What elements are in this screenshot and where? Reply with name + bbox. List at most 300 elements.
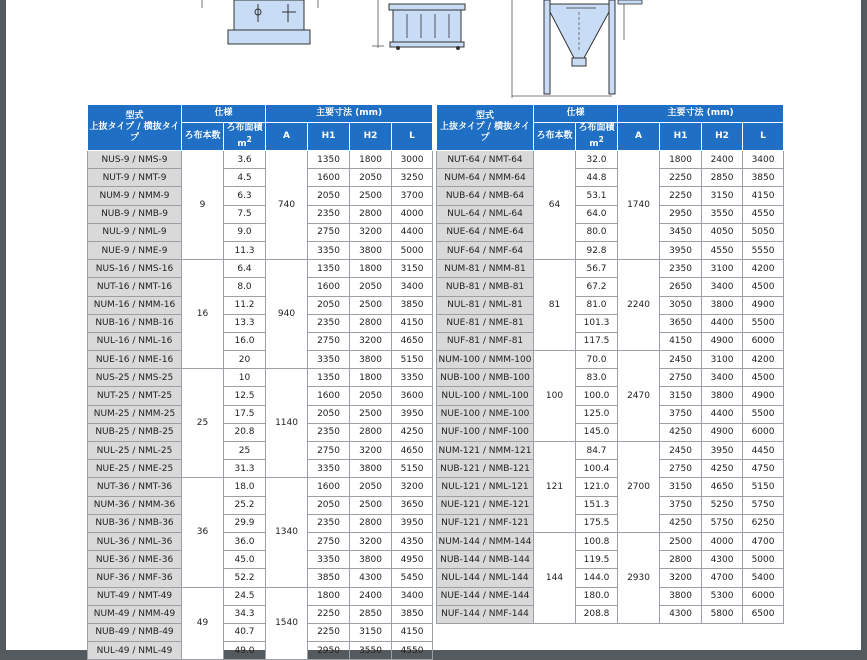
dim-h1-cell: 2450: [660, 351, 702, 369]
dim-l-cell: 5450: [392, 569, 433, 587]
h1-header: H1: [660, 123, 702, 151]
document-page: [6, 0, 861, 656]
filter-count-cell: 9: [182, 151, 224, 260]
dim-h2-cell: 1800: [350, 369, 392, 387]
dim-l-cell: 3400: [392, 278, 433, 296]
area-cell: 25: [224, 442, 266, 460]
table-row: [437, 223, 784, 241]
table-row: [88, 169, 433, 187]
left-table-body: [88, 151, 433, 660]
table-row: [437, 260, 784, 278]
table-row: [437, 496, 784, 514]
filter-count-cell: 25: [182, 369, 224, 478]
table-row: [88, 460, 433, 478]
table-row: [88, 387, 433, 405]
dim-h1-cell: 1800: [308, 587, 350, 605]
table-row: [88, 278, 433, 296]
model-cell: NUF-81 / NMF-81: [437, 332, 534, 350]
dim-h1-cell: 3950: [660, 241, 702, 259]
a-header: A: [618, 123, 660, 151]
table-row: [88, 314, 433, 332]
filter-count-cell: 144: [534, 532, 576, 623]
dim-h2-cell: 2500: [350, 296, 392, 314]
area-cell: 11.2: [224, 296, 266, 314]
model-cell: NUT-36 / NMT-36: [88, 478, 182, 496]
model-header-label: 型式: [125, 111, 144, 121]
side-type-drawing: [372, 0, 465, 50]
dim-l-cell: 3850: [392, 296, 433, 314]
right-table-body: [437, 151, 784, 624]
model-cell: NUM-9 / NMM-9: [88, 187, 182, 205]
filters-header: ろ布本数: [534, 123, 576, 151]
dim-h2-cell: 3200: [350, 442, 392, 460]
dim-h1-cell: 2750: [660, 460, 702, 478]
dim-l-cell: 5750: [743, 496, 784, 514]
table-row: [437, 369, 784, 387]
dim-l-cell: 4900: [743, 296, 784, 314]
area-cell: 67.2: [576, 278, 618, 296]
dim-h2-cell: 4550: [702, 241, 743, 259]
model-cell: NUT-49 / NMT-49: [88, 587, 182, 605]
dim-h2-cell: 2050: [350, 169, 392, 187]
model-cell: NUL-49 / NML-49: [88, 642, 182, 660]
dim-h1-cell: 2650: [660, 278, 702, 296]
area-cell: 180.0: [576, 587, 618, 605]
area-header-unit: m: [237, 139, 247, 149]
dim-h2-cell: 3200: [350, 332, 392, 350]
area-cell: 151.3: [576, 496, 618, 514]
dim-h1-cell: 3850: [308, 569, 350, 587]
dim-h1-cell: 3200: [660, 569, 702, 587]
area-cell: 80.0: [576, 223, 618, 241]
top-type-drawing: [202, 0, 318, 44]
dim-h1-cell: 4150: [660, 332, 702, 350]
area-cell: 49.0: [224, 642, 266, 660]
area-cell: 17.5: [224, 405, 266, 423]
dim-h1-cell: 2050: [308, 405, 350, 423]
dim-h1-cell: 2750: [308, 442, 350, 460]
dim-h2-cell: 2400: [702, 151, 743, 169]
area-cell: 32.0: [576, 151, 618, 169]
area-cell: 101.3: [576, 314, 618, 332]
dim-h2-cell: 2800: [350, 205, 392, 223]
dim-h1-cell: 4250: [660, 423, 702, 441]
table-row: [437, 442, 784, 460]
dim-h2-cell: 3800: [350, 241, 392, 259]
dim-h1-cell: 3800: [660, 587, 702, 605]
dim-l-cell: 6000: [743, 587, 784, 605]
dim-l-cell: 3400: [743, 151, 784, 169]
model-cell: NUB-36 / NMB-36: [88, 514, 182, 532]
dim-l-cell: 3600: [392, 387, 433, 405]
dim-h2-cell: 3800: [702, 296, 743, 314]
filter-count-cell: 64: [534, 151, 576, 260]
filter-count-cell: 81: [534, 260, 576, 351]
dim-h1-cell: 1350: [308, 369, 350, 387]
dim-a-cell: 1140: [266, 369, 308, 478]
dim-l-cell: 3000: [392, 151, 433, 169]
hopper-type-drawing: [512, 0, 642, 98]
area-cell: 9.0: [224, 223, 266, 241]
dim-l-cell: 4150: [743, 187, 784, 205]
dim-h1-cell: 3750: [660, 405, 702, 423]
dim-l-cell: 3950: [392, 514, 433, 532]
area-cell: 145.0: [576, 423, 618, 441]
dim-l-cell: 3700: [392, 187, 433, 205]
area-cell: 4.5: [224, 169, 266, 187]
area-header-sup: 2: [598, 135, 604, 144]
dim-h2-cell: 2400: [350, 587, 392, 605]
dim-l-cell: 4750: [743, 460, 784, 478]
filters-header: ろ布本数: [182, 123, 224, 151]
dim-h1-cell: 2800: [660, 551, 702, 569]
table-row: [88, 405, 433, 423]
dim-h2-cell: 5800: [702, 605, 743, 623]
area-header: [576, 123, 618, 151]
dim-h1-cell: 2050: [308, 296, 350, 314]
area-cell: 175.5: [576, 514, 618, 532]
table-row: [88, 369, 433, 387]
dim-l-cell: 3200: [392, 478, 433, 496]
dim-h2-cell: 1800: [350, 260, 392, 278]
model-cell: NUM-16 / NMM-16: [88, 296, 182, 314]
dim-l-cell: 4200: [743, 260, 784, 278]
model-cell: NUS-25 / NMS-25: [88, 369, 182, 387]
dim-l-cell: 5550: [743, 241, 784, 259]
filter-count-cell: 49: [182, 587, 224, 660]
dim-h1-cell: 3650: [660, 314, 702, 332]
model-cell: NUM-36 / NMM-36: [88, 496, 182, 514]
dim-l-cell: 6000: [743, 423, 784, 441]
model-cell: NUB-64 / NMB-64: [437, 187, 534, 205]
table-row: [437, 241, 784, 259]
model-cell: NUL-121 / NML-121: [437, 478, 534, 496]
dim-l-cell: 6250: [743, 514, 784, 532]
dim-h1-cell: 3350: [308, 551, 350, 569]
dim-h2-cell: 2500: [350, 187, 392, 205]
area-cell: 18.0: [224, 478, 266, 496]
right-spec-table: [436, 104, 784, 624]
area-cell: 24.5: [224, 587, 266, 605]
dim-l-cell: 5400: [743, 569, 784, 587]
model-cell: NUE-121 / NME-121: [437, 496, 534, 514]
dim-l-cell: 4500: [743, 369, 784, 387]
dim-h1-cell: 3450: [660, 223, 702, 241]
dim-h1-cell: 1600: [308, 387, 350, 405]
dim-h2-cell: 3400: [702, 369, 743, 387]
model-header-sub: 上抜タイプ / 横抜タイプ: [440, 122, 530, 143]
dim-h2-cell: 4900: [702, 332, 743, 350]
dim-l-cell: 3150: [392, 260, 433, 278]
dim-a-cell: 1740: [618, 151, 660, 260]
area-cell: 11.3: [224, 241, 266, 259]
dim-l-cell: 3400: [392, 587, 433, 605]
h2-header: H2: [702, 123, 743, 151]
dim-l-cell: 5150: [743, 478, 784, 496]
model-cell: NUE-36 / NME-36: [88, 551, 182, 569]
model-cell: NUE-64 / NME-64: [437, 223, 534, 241]
dim-h1-cell: 2250: [308, 605, 350, 623]
dim-h2-cell: 5300: [702, 587, 743, 605]
h1-header: H1: [308, 123, 350, 151]
table-row: [88, 241, 433, 259]
dim-h2-cell: 3150: [702, 187, 743, 205]
dim-h1-cell: 2350: [308, 423, 350, 441]
area-cell: 117.5: [576, 332, 618, 350]
dim-l-cell: 4150: [392, 623, 433, 641]
table-row: [437, 405, 784, 423]
model-cell: NUE-100 / NME-100: [437, 405, 534, 423]
dim-l-cell: 5500: [743, 314, 784, 332]
model-cell: NUL-25 / NML-25: [88, 442, 182, 460]
area-cell: 6.3: [224, 187, 266, 205]
dim-a-cell: 940: [266, 260, 308, 369]
dim-h1-cell: 3750: [660, 496, 702, 514]
area-cell: 20: [224, 351, 266, 369]
dim-h1-cell: 2950: [660, 205, 702, 223]
model-cell: NUF-100 / NMF-100: [437, 423, 534, 441]
model-cell: NUE-9 / NME-9: [88, 241, 182, 259]
dim-h2-cell: 3200: [350, 532, 392, 550]
model-cell: NUL-16 / NML-16: [88, 332, 182, 350]
model-cell: NUB-16 / NMB-16: [88, 314, 182, 332]
table-row: [437, 387, 784, 405]
table-row: [88, 514, 433, 532]
model-cell: NUF-36 / NMF-36: [88, 569, 182, 587]
table-row: [88, 351, 433, 369]
area-cell: 53.1: [576, 187, 618, 205]
table-row: [437, 532, 784, 550]
dim-l-cell: 4550: [392, 642, 433, 660]
dim-l-cell: 4350: [392, 532, 433, 550]
dim-l-cell: 3250: [392, 169, 433, 187]
model-cell: NUM-81 / NMM-81: [437, 260, 534, 278]
area-cell: 52.2: [224, 569, 266, 587]
model-cell: NUL-144 / NML-144: [437, 569, 534, 587]
dim-h1-cell: 2350: [308, 514, 350, 532]
table-row: [88, 569, 433, 587]
model-cell: NUE-25 / NME-25: [88, 460, 182, 478]
dim-l-cell: 5150: [392, 351, 433, 369]
model-cell: NUB-9 / NMB-9: [88, 205, 182, 223]
area-cell: 8.0: [224, 278, 266, 296]
spec-header: 仕様: [182, 105, 266, 123]
dim-h1-cell: 2250: [660, 187, 702, 205]
area-cell: 100.4: [576, 460, 618, 478]
dim-h1-cell: 1350: [308, 260, 350, 278]
dim-h2-cell: 2800: [350, 514, 392, 532]
model-header: [88, 105, 182, 151]
model-cell: NUM-49 / NMM-49: [88, 605, 182, 623]
dim-h2-cell: 3200: [350, 223, 392, 241]
area-cell: 25.2: [224, 496, 266, 514]
dim-h2-cell: 2800: [350, 314, 392, 332]
model-cell: NUB-81 / NMB-81: [437, 278, 534, 296]
l-header: L: [743, 123, 784, 151]
model-cell: NUB-121 / NMB-121: [437, 460, 534, 478]
table-row: [88, 587, 433, 605]
model-cell: NUS-16 / NMS-16: [88, 260, 182, 278]
dim-a-cell: 1540: [266, 587, 308, 660]
area-cell: 45.0: [224, 551, 266, 569]
l-header: L: [392, 123, 433, 151]
table-row: [88, 642, 433, 660]
area-header-sup: 2: [246, 135, 252, 144]
dim-h2-cell: 3800: [350, 551, 392, 569]
dim-l-cell: 4550: [743, 205, 784, 223]
dim-h2-cell: 3400: [702, 278, 743, 296]
area-cell: 84.7: [576, 442, 618, 460]
dim-h2-cell: 4000: [702, 532, 743, 550]
h2-header: H2: [350, 123, 392, 151]
area-cell: 29.9: [224, 514, 266, 532]
table-row: [88, 496, 433, 514]
area-cell: 6.4: [224, 260, 266, 278]
dim-l-cell: 4450: [743, 442, 784, 460]
area-cell: 70.0: [576, 351, 618, 369]
dim-h2-cell: 1800: [350, 151, 392, 169]
table-row: [437, 351, 784, 369]
dim-l-cell: 3350: [392, 369, 433, 387]
dim-h1-cell: 4300: [660, 605, 702, 623]
area-cell: 20.8: [224, 423, 266, 441]
dim-h1-cell: 2750: [308, 223, 350, 241]
area-header-label: ろ布面積: [226, 123, 263, 133]
dim-l-cell: 4500: [743, 278, 784, 296]
dim-l-cell: 5000: [392, 241, 433, 259]
model-cell: NUB-144 / NMB-144: [437, 551, 534, 569]
table-row: [88, 623, 433, 641]
dim-l-cell: 4900: [743, 387, 784, 405]
dim-h1-cell: 2050: [308, 187, 350, 205]
dim-l-cell: 3850: [743, 169, 784, 187]
table-row: [88, 551, 433, 569]
model-cell: NUF-144 / NMF-144: [437, 605, 534, 623]
table-row: [88, 151, 433, 169]
model-cell: NUS-9 / NMS-9: [88, 151, 182, 169]
table-row: [88, 205, 433, 223]
dim-h1-cell: 4250: [660, 514, 702, 532]
dim-a-cell: 1340: [266, 478, 308, 587]
table-row: [88, 423, 433, 441]
dim-h1-cell: 3150: [660, 387, 702, 405]
dim-h1-cell: 2250: [308, 623, 350, 641]
area-header-unit: m: [589, 139, 599, 149]
dim-h1-cell: 1600: [308, 169, 350, 187]
dim-h2-cell: 2050: [350, 387, 392, 405]
left-spec-table: [87, 104, 433, 660]
dim-h1-cell: 2450: [660, 442, 702, 460]
dim-l-cell: 6500: [743, 605, 784, 623]
area-cell: 10: [224, 369, 266, 387]
table-row: [437, 332, 784, 350]
model-cell: NUM-25 / NMM-25: [88, 405, 182, 423]
a-header: A: [266, 123, 308, 151]
dim-h1-cell: 2950: [308, 642, 350, 660]
model-cell: NUT-16 / NMT-16: [88, 278, 182, 296]
table-row: [88, 532, 433, 550]
dim-h1-cell: 1350: [308, 151, 350, 169]
table-row: [437, 314, 784, 332]
dim-h1-cell: 2500: [660, 532, 702, 550]
filter-count-cell: 16: [182, 260, 224, 369]
model-cell: NUE-144 / NME-144: [437, 587, 534, 605]
dims-header: 主要寸法 (mm): [266, 105, 433, 123]
dim-h2-cell: 3100: [702, 260, 743, 278]
dim-a-cell: 2470: [618, 351, 660, 442]
dim-h2-cell: 4650: [702, 478, 743, 496]
dim-h1-cell: 2750: [308, 532, 350, 550]
model-cell: NUT-25 / NMT-25: [88, 387, 182, 405]
area-cell: 125.0: [576, 405, 618, 423]
area-cell: 34.3: [224, 605, 266, 623]
dim-h2-cell: 2500: [350, 405, 392, 423]
dim-h1-cell: 2050: [308, 496, 350, 514]
dim-h2-cell: 3150: [350, 623, 392, 641]
dim-l-cell: 6000: [743, 332, 784, 350]
area-cell: 13.3: [224, 314, 266, 332]
model-cell: NUF-64 / NMF-64: [437, 241, 534, 259]
table-row: [437, 514, 784, 532]
dim-h1-cell: 2350: [660, 260, 702, 278]
model-cell: NUL-81 / NML-81: [437, 296, 534, 314]
filter-count-cell: 36: [182, 478, 224, 587]
dim-h1-cell: 3050: [660, 296, 702, 314]
area-cell: 44.8: [576, 169, 618, 187]
table-row: [88, 605, 433, 623]
dim-h2-cell: 3800: [702, 387, 743, 405]
dim-a-cell: 2240: [618, 260, 660, 351]
dim-h2-cell: 2050: [350, 478, 392, 496]
filter-count-cell: 121: [534, 442, 576, 533]
dim-h2-cell: 4400: [702, 314, 743, 332]
dim-h2-cell: 3800: [350, 351, 392, 369]
dim-h1-cell: 3350: [308, 460, 350, 478]
dim-h2-cell: 4050: [702, 223, 743, 241]
area-cell: 100.0: [576, 387, 618, 405]
dim-a-cell: 740: [266, 151, 308, 260]
area-cell: 92.8: [576, 241, 618, 259]
table-row: [437, 460, 784, 478]
dim-h1-cell: 2350: [308, 314, 350, 332]
table-row: [437, 423, 784, 441]
area-header-label: ろ布面積: [578, 123, 615, 133]
filter-count-cell: 100: [534, 351, 576, 442]
dim-l-cell: 3850: [392, 605, 433, 623]
table-row: [88, 332, 433, 350]
dim-l-cell: 4400: [392, 223, 433, 241]
dim-h2-cell: 2800: [350, 423, 392, 441]
table-row: [437, 296, 784, 314]
table-row: [88, 296, 433, 314]
dim-l-cell: 4200: [743, 351, 784, 369]
area-cell: 83.0: [576, 369, 618, 387]
model-cell: NUM-64 / NMM-64: [437, 169, 534, 187]
dim-l-cell: 5050: [743, 223, 784, 241]
dim-a-cell: 2930: [618, 532, 660, 623]
dim-h2-cell: 3800: [350, 460, 392, 478]
model-cell: NUB-100 / NMB-100: [437, 369, 534, 387]
area-cell: 144.0: [576, 569, 618, 587]
model-cell: NUE-81 / NME-81: [437, 314, 534, 332]
dim-h1-cell: 1600: [308, 478, 350, 496]
model-header: [437, 105, 534, 151]
table-row: [437, 605, 784, 623]
dim-l-cell: 4650: [392, 332, 433, 350]
dim-h2-cell: 3100: [702, 351, 743, 369]
model-cell: NUM-121 / NMM-121: [437, 442, 534, 460]
dim-l-cell: 4250: [392, 423, 433, 441]
